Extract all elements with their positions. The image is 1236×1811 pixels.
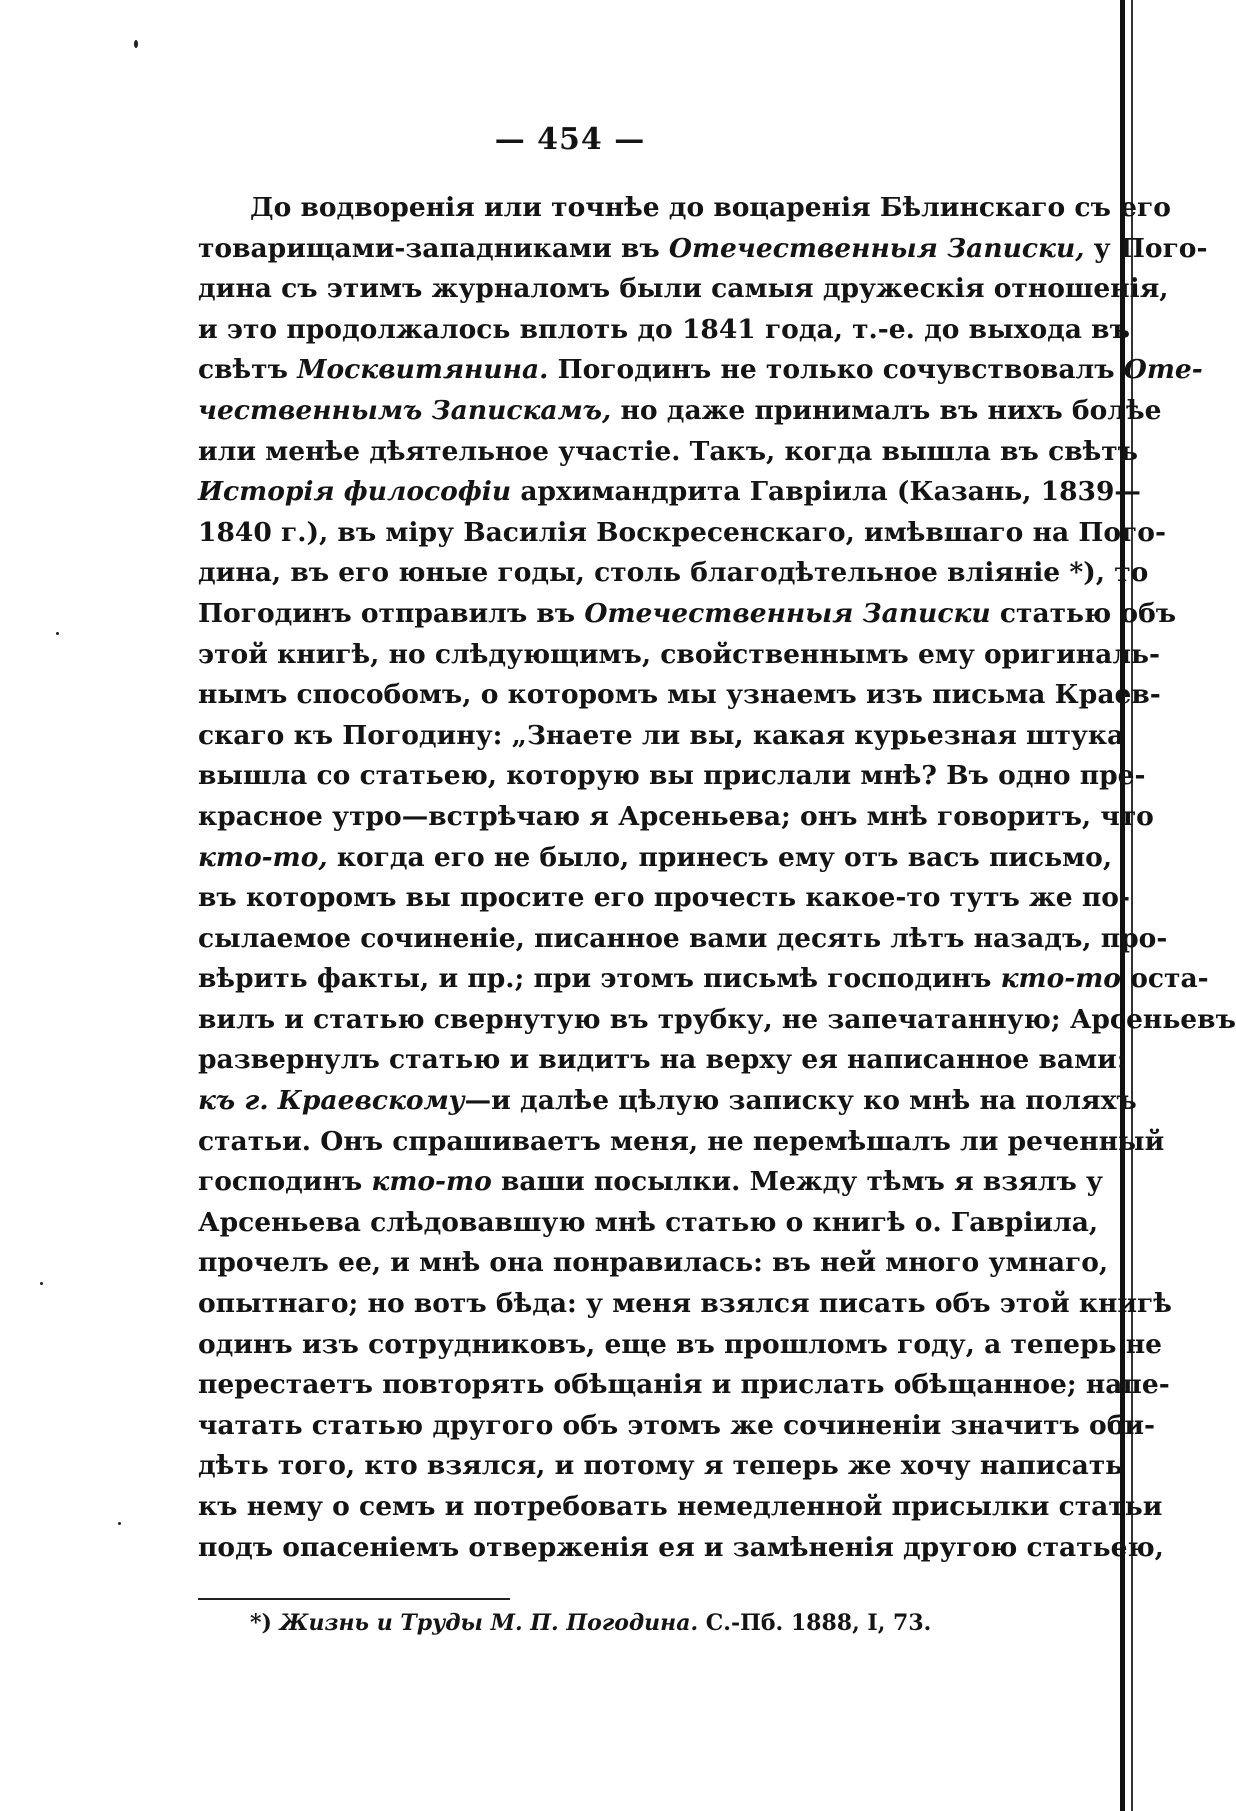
text-line (198, 1284, 1172, 1325)
text-run: свѣтъ (198, 354, 298, 386)
text-run: вышла со статьею, которую вы прислали мнѣ? Въ одно пре- (198, 760, 1146, 792)
text-line (198, 1122, 1165, 1163)
text-run: этой книгѣ, но слѣдующимъ, свойственнымъ ему оригиналь- (198, 638, 1160, 670)
text-run: статью объ (990, 597, 1177, 629)
text-line (198, 878, 1130, 919)
text-line (198, 229, 1208, 270)
text-run: 1840 г.), въ міру Василія Воскресенскаго, имѣвшаго на Пого- (198, 516, 1166, 548)
text-line (198, 797, 1154, 838)
italic-title: къ г. Краевскому (198, 1085, 465, 1117)
text-line (198, 919, 1168, 960)
text-line (198, 188, 1171, 229)
text-run: или менѣе дѣятельное участіе. Такъ, когда вышла въ свѣтъ (198, 435, 1139, 467)
text-run: перестаетъ повторять обѣщанія и прислать обѣщанное; напе- (198, 1369, 1170, 1401)
scan-speck (118, 1522, 121, 1525)
page-number: — 454 — (494, 122, 646, 157)
text-run: господинъ (198, 1166, 372, 1198)
text-run: товарищами-западниками въ (198, 232, 669, 264)
text-line (198, 1243, 1109, 1284)
text-run: дѣть того, кто взялся, и потому я теперь же хочу написать (198, 1450, 1124, 1482)
text-run: одинъ изъ сотрудниковъ, еще въ прошломъ году, а теперь не (198, 1328, 1163, 1360)
text-run: опытнаго; но вотъ бѣда: у меня взялся писать объ этой книгѣ (198, 1288, 1172, 1320)
text-line (198, 1446, 1124, 1487)
text-run: у Пого- (1084, 232, 1208, 264)
text-line (198, 553, 1149, 594)
text-line (198, 1081, 1137, 1122)
text-line (198, 594, 1177, 635)
text-run: дина, въ его юные годы, столь благодѣтельное вліяніе *), то (198, 557, 1149, 589)
text-line (198, 635, 1160, 676)
footnote-text: С.-Пб. 1888, I, 73. (698, 1610, 932, 1636)
text-line (198, 838, 1113, 879)
text-run: вѣрить факты, и пр.; при этомъ письмѣ господинъ (198, 963, 1001, 995)
text-run: чатать статью другого объ этомъ же сочиненіи значитъ оби- (198, 1409, 1156, 1441)
body-text (198, 188, 1236, 1568)
text-run: Арсеньева слѣдовавшую мнѣ статью о книгѣ о. Гавріила, (198, 1206, 1099, 1238)
text-run: и это продолжалось вплоть до 1841 года, т.-е. до выхода въ (198, 313, 1130, 345)
text-line (198, 1406, 1156, 1447)
italic-title: кто-то (371, 1166, 492, 1198)
text-run: До водворенія или точнѣе до воцаренія Бѣлинскаго съ его (250, 192, 1171, 223)
text-run: скаго къ Погодину: „Знаете ли вы, какая курьезная штука (198, 719, 1125, 751)
italic-title: Отечественныя Записки (584, 597, 991, 629)
text-run: подъ опасеніемъ отверженія ея и замѣненія другою статьею, (198, 1531, 1164, 1563)
text-line (198, 1040, 1127, 1081)
scan-speck (134, 40, 138, 48)
text-run: нымъ способомъ, о которомъ мы узнаемъ изъ письма Краев- (198, 679, 1161, 711)
scan-speck (40, 1282, 43, 1285)
text-line (198, 391, 1162, 432)
text-run: ваши посылки. Между тѣмъ я взялъ у (491, 1166, 1103, 1198)
text-run: развернулъ статью и видитъ на верху ея написанное вами: (198, 1044, 1127, 1076)
italic-title: Оте- (1123, 354, 1203, 386)
text-run: оста- (1120, 963, 1209, 995)
text-line (198, 1365, 1170, 1406)
text-run: когда его не было, принесъ ему отъ васъ письмо, (327, 841, 1113, 873)
text-line (198, 756, 1146, 797)
text-run: Погодинъ отправилъ въ (198, 597, 585, 629)
text-run: сылаемое сочиненіе, писанное вами десять лѣтъ назадъ, про- (198, 922, 1168, 954)
text-run: красное утро—встрѣчаю я Арсеньева; онъ мнѣ говоритъ, что (198, 800, 1154, 832)
text-line (198, 1203, 1099, 1244)
footnote-title: Жизнь и Труды М. П. Погодина. (279, 1610, 699, 1636)
text-line (198, 350, 1203, 391)
text-line (198, 1487, 1163, 1528)
text-run: въ которомъ вы просите его прочесть какое-то тутъ же по- (198, 882, 1130, 914)
text-run: дина съ этимъ журналомъ были самыя дружескія отношенія, (198, 273, 1169, 305)
text-line (198, 513, 1166, 554)
text-line (198, 959, 1209, 1000)
text-run: но даже принималъ въ нихъ болѣе (611, 394, 1162, 426)
text-run: статьи. Онъ спрашиваетъ меня, не перемѣшалъ ли реченный (198, 1125, 1165, 1157)
footnote-rule (198, 1598, 510, 1600)
text-line (198, 1325, 1163, 1366)
text-line (198, 269, 1169, 310)
text-run: къ нему о семъ и потребовать немедленной присылки статьи (198, 1491, 1163, 1522)
text-line (198, 1528, 1164, 1569)
text-run: вилъ и статью свернутую въ трубку, не запечатанную; Арсеньевъ (198, 1003, 1236, 1035)
italic-title: Исторія философіи (198, 476, 512, 508)
text-run: —и далѣе цѣлую записку ко мнѣ на поляхъ (464, 1085, 1137, 1117)
italic-title: кто-то (1000, 963, 1121, 995)
text-line (198, 432, 1139, 473)
text-line (198, 1162, 1103, 1203)
text-line (198, 1000, 1236, 1041)
italic-title: Москвитянина. (297, 354, 549, 386)
italic-title: чественнымъ Запискамъ, (198, 394, 612, 426)
text-line (198, 716, 1125, 757)
scan-speck (56, 632, 59, 635)
text-line (198, 675, 1161, 716)
italic-title: кто-то, (198, 841, 328, 873)
footnote-text: *) (250, 1610, 280, 1636)
text-line (198, 472, 1141, 513)
text-run: прочелъ ее, и мнѣ она понравилась: въ ней много умнаго, (198, 1247, 1109, 1279)
text-run: архимандрита Гавріила (Казань, 1839— (511, 476, 1141, 508)
footnote (250, 1606, 931, 1640)
text-line (198, 310, 1130, 351)
text-run: Погодинъ не только сочувствовалъ (548, 354, 1124, 386)
italic-title: Отечественныя Записки, (668, 232, 1085, 264)
